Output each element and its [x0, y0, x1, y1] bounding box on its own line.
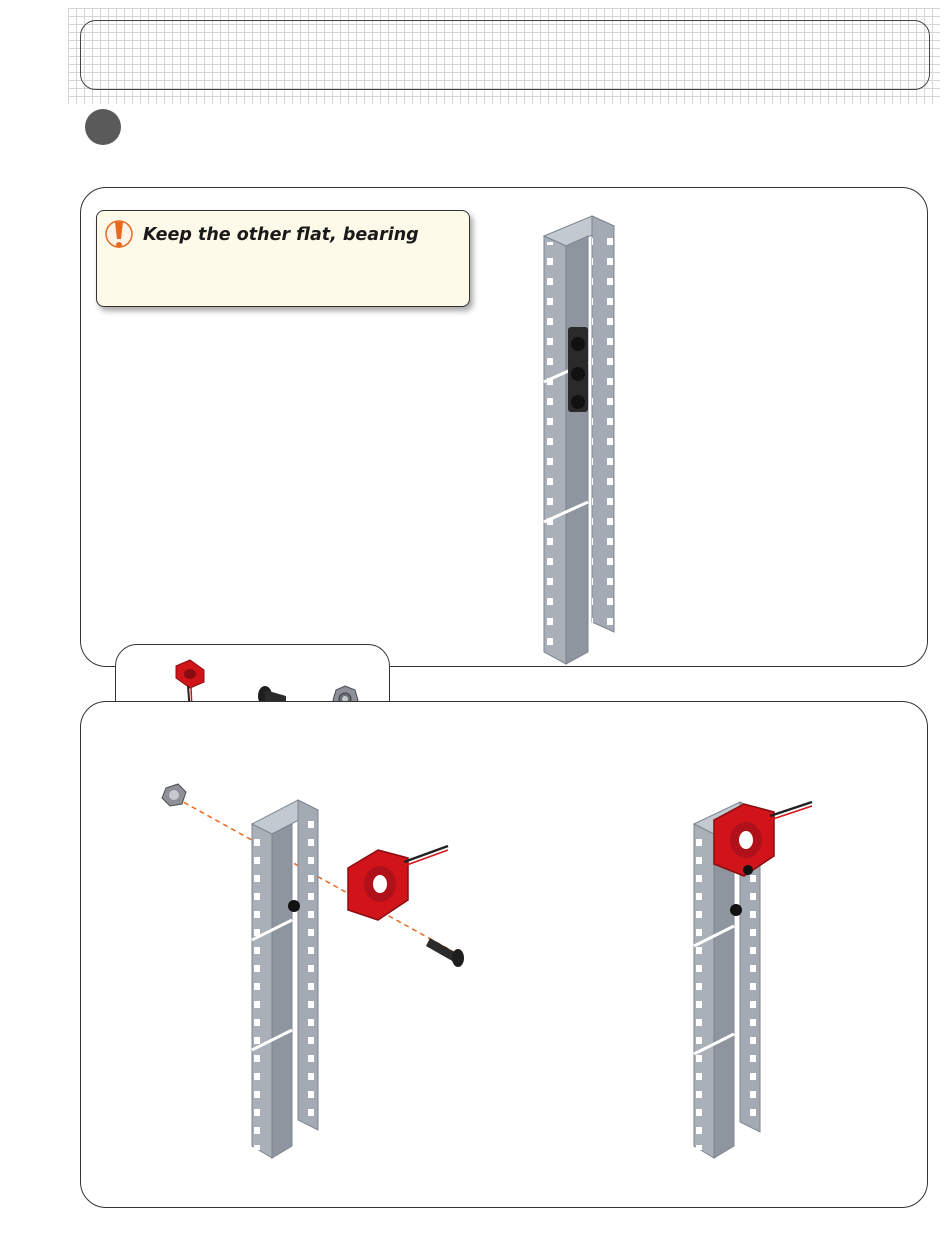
assembled-result	[690, 798, 820, 1163]
exploded-assembly	[158, 780, 478, 1170]
header-title-box	[80, 20, 930, 90]
warning-icon	[104, 218, 134, 252]
note-text: Keep the other flat, bearing	[143, 225, 419, 245]
step-marker	[85, 109, 121, 145]
c-channel-top	[540, 212, 620, 667]
